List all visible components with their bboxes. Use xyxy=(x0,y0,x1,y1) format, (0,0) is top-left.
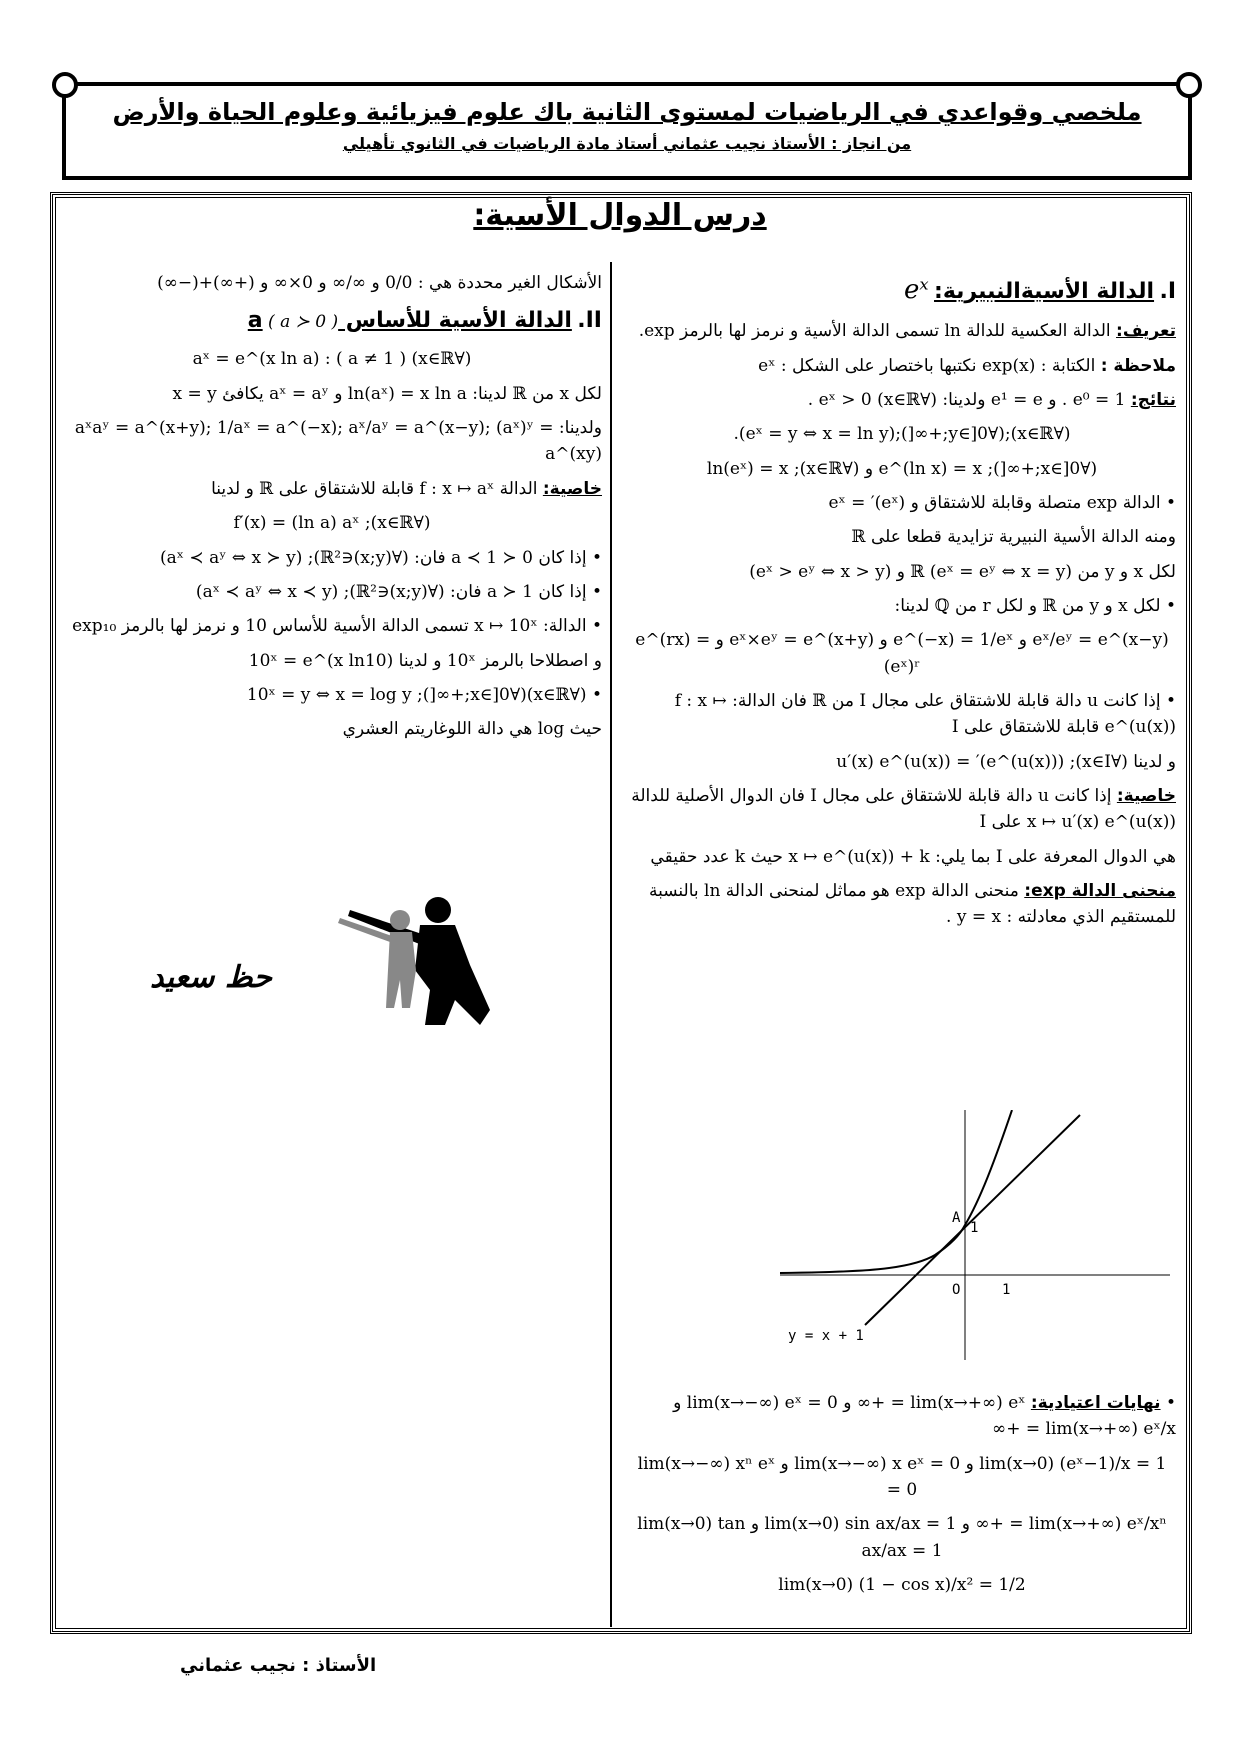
exp-curve xyxy=(780,1110,1012,1273)
case-a-less-1: • إذا كان 0 ≺ a ≺ 1 فان: (∀(x;y)∈ℝ²); (aˣ ≺ aʸ ⇔ x ≻ y) xyxy=(62,545,602,571)
rules-formula: eˣ/eʸ = e^(x−y) و e^(−x) = 1/eˣ و eˣ×eʸ = e^(x+y) و e^(rx) = (eˣ)ʳ xyxy=(635,630,1169,677)
results-text: e⁰ = 1 . و e¹ = e ولدينا: (∀x∈ℝ) eˣ > 0 . xyxy=(807,389,1126,410)
results-label: نتائج: xyxy=(1130,389,1176,410)
base-10-function: • الدالة: x ↦ 10ˣ تسمى الدالة الأسية للأساس 10 و نرمز لها بالرمز exp₁₀ xyxy=(62,613,602,639)
bullet-continuity: • الدالة exp متصلة وقابلة للاشتقاق و (eˣ)′ = eˣ xyxy=(628,490,1176,516)
indeterminate-forms: الأشكال الغير محددة هي : 0/0 و ∞/∞ و 0×∞ و (+∞)+(−∞) xyxy=(157,273,602,293)
section-2-number: II. xyxy=(577,308,602,334)
note-label: ملاحظة : xyxy=(1100,355,1176,376)
bullet-rules: • لكل x و y من ℝ و لكل r من ℚ لدينا: xyxy=(628,593,1176,619)
point-a-label: A xyxy=(952,1210,961,1226)
base-10-log: • (∀x∈ℝ)(∀x∈]0;+∞[); 10ˣ = y ⇔ x = log y xyxy=(62,682,602,708)
exp-curve-plot xyxy=(780,1110,1170,1360)
y-tick-1-label: 1 xyxy=(970,1220,979,1236)
left-column xyxy=(62,270,602,751)
limits-block xyxy=(628,1390,1176,1606)
limit-4: lim(x→0) (1 − cos x)/x² = 1/2 xyxy=(778,1575,1026,1596)
lesson-title: درس الدوال الأسية: xyxy=(473,198,767,233)
base-a-property-label: خاصية: xyxy=(542,478,602,499)
curve-text: منحنى الدالة exp هو مماثل لمنحنى الدالة ln بالنسبة للمستقيم الذي معادلته : y = x . xyxy=(648,881,1176,928)
property xyxy=(628,783,1176,836)
header-subtitle: من انجاز : الأستاذ نجيب عثماني أستاذ مادة الرياضيات في الثانوي تأهيلي xyxy=(342,134,912,153)
section-1-symbol: eˣ xyxy=(903,275,929,305)
base-a-derivative: (∀x∈ℝ); f′(x) = (ln a) aˣ xyxy=(233,513,431,534)
father-child-illustration xyxy=(330,890,500,1030)
results-formula-2: (∀x∈ℝ);(∀y∈]0;+∞[);(eˣ = y ⇔ x = ln y). xyxy=(733,424,1071,445)
section-2-heading xyxy=(62,304,602,338)
bullet-composition: • إذا كانت u دالة قابلة للاشتقاق على مجال I من ℝ فان الدالة: f : x ↦ e^(u(x)) قابلة للاشتقاق على I xyxy=(628,688,1176,741)
limit-1: lim(x→+∞) eˣ = +∞ و lim(x→−∞) eˣ = 0 و lim(x→+∞) eˣ/x = +∞ xyxy=(673,1393,1176,1440)
definition-label: تعريف: xyxy=(1116,321,1176,342)
bullet-increasing: ومنه الدالة الأسية النبيرية تزايدية قطعا على ℝ xyxy=(851,527,1176,548)
bullet-equivalence: لكل x و y من ℝ (eˣ = eʸ ⇔ x = y) و (eˣ > eʸ ⇔ x > y) xyxy=(749,561,1176,582)
definition-text: الدالة العكسية للدالة ln تسمى الدالة الأسية و نرمز لها بالرمز exp. xyxy=(638,321,1111,342)
log-definition: حيث log هي دالة اللوغاريتم العشري xyxy=(342,719,602,740)
results-formula-3: (∀x∈]0;+∞[); e^(ln x) = x و (∀x∈ℝ); ln(eˣ) = x xyxy=(706,458,1098,479)
footer-teacher: الأستاذ : نجيب عثماني xyxy=(180,1655,377,1676)
scroll-curl-right xyxy=(1176,72,1202,98)
limit-2: lim(x→0) (eˣ−1)/x = 1 و lim(x→−∞) x eˣ = 0 و lim(x→−∞) xⁿ eˣ = 0 xyxy=(637,1453,1167,1501)
column-divider xyxy=(610,262,612,1627)
results xyxy=(628,387,1176,413)
note-text: الكتابة : exp(x) نكتبها باختصار على الشكل : eˣ xyxy=(758,355,1096,376)
limits-line-1 xyxy=(628,1390,1176,1443)
header-title: ملخصي وقواعدي في الرياضيات لمستوى الثانية باك علوم فيزيائية وعلوم الحياة والأرض xyxy=(112,98,1142,126)
section-1-title: الدالة الأسيةالنبيرية: xyxy=(934,279,1155,304)
curve-description xyxy=(628,878,1176,931)
base-a-definition: (∀x∈ℝ) aˣ = e^(x ln a) : ( a ≠ 1 ) xyxy=(192,349,472,370)
base-a-rules: ولدينا: aˣaʸ = a^(x+y); 1/aˣ = a^(−x); aˣ/aʸ = a^(x−y); (aˣ)ʸ = a^(xy) xyxy=(74,418,602,465)
composition-formula: و لدينا (∀x∈I); (e^(u(x)))′ = u′(x) e^(u(x)) xyxy=(836,751,1176,772)
definition xyxy=(628,318,1176,344)
limits-label: نهايات اعتيادية: xyxy=(1030,1393,1161,1413)
section-1-number: I. xyxy=(1159,279,1176,304)
right-column xyxy=(628,270,1176,939)
origin-label: O xyxy=(952,1282,961,1298)
limit-3: lim(x→+∞) eˣ/xⁿ = +∞ و lim(x→0) sin ax/ax = 1 و lim(x→0) tan ax/ax = 1 xyxy=(637,1514,1167,1561)
property-text-2: هي الدوال المعرفة على I بما يلي: x ↦ e^(u(x)) + k حيث k عدد حقيقي xyxy=(650,846,1176,867)
base-a-property xyxy=(62,476,602,502)
note xyxy=(628,353,1176,379)
section-1-heading xyxy=(628,270,1176,310)
base-10-notation: و اصطلاحا بالرمز 10ˣ و لدينا 10ˣ = e^(x ln10) xyxy=(248,650,602,671)
tangent-label: y = x + 1 xyxy=(788,1328,864,1344)
x-tick-1-label: 1 xyxy=(1002,1282,1011,1298)
section-2-condition: ( a ≻ 0 ) xyxy=(268,312,339,333)
scroll-curl-left xyxy=(52,72,78,98)
section-2-title: الدالة الأسية للأساس a xyxy=(247,308,572,334)
property-label: خاصية: xyxy=(1116,786,1176,807)
curve-label: منحنى الدالة exp: xyxy=(1024,881,1176,902)
header-banner xyxy=(62,82,1192,180)
base-a-property-text: الدالة f : x ↦ aˣ قابلة للاشتقاق على ℝ و لدينا xyxy=(211,478,538,499)
good-luck-text: حظ سعيد xyxy=(150,960,272,995)
base-a-ln: لكل x من ℝ لدينا: ln(aˣ) = x ln a و aˣ = aʸ يكافئ x = y xyxy=(172,383,602,404)
property-text: إذا كانت u دالة قابلة للاشتقاق على مجال I فان الدوال الأصلية للدالة x ↦ u′(x) e^(u(x)) على I xyxy=(631,786,1176,833)
case-a-greater-1: • إذا كان a ≻ 1 فان: (∀(x;y)∈ℝ²); (aˣ ≺ aʸ ⇔ x ≺ y) xyxy=(62,579,602,605)
